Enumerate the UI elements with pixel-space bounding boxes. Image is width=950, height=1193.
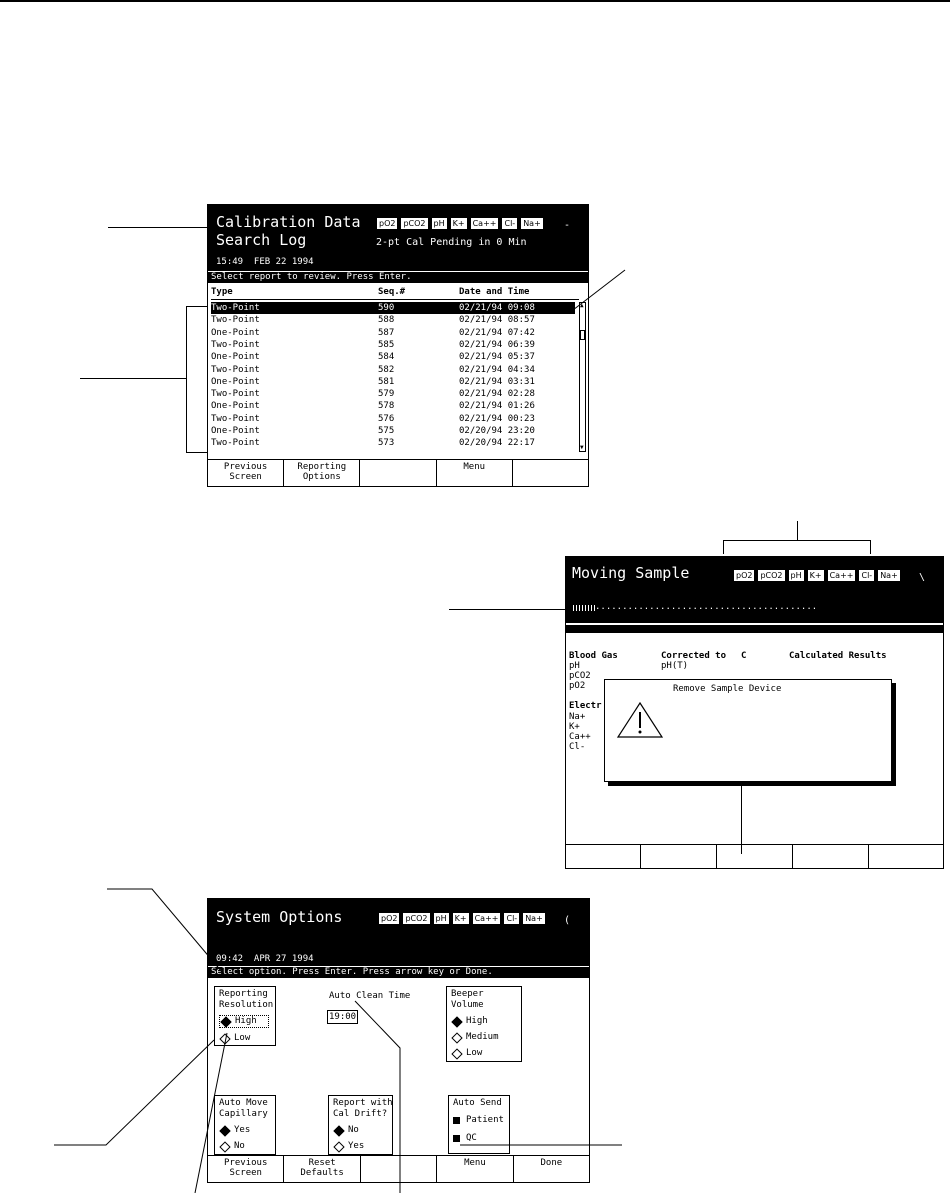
param-label: pCO2 [569,671,591,681]
prompt-line: Select option. Press Enter. Press arrow key or Done. [208,966,589,979]
function-key-1[interactable]: Previous Screen [208,460,284,486]
function-key-4[interactable] [793,845,869,869]
callout-bracket-right [870,540,871,554]
cell-seq: 590 [378,303,395,313]
function-keys [208,459,588,486]
analyte-indicators [376,217,544,230]
option-label: Patient [466,1115,504,1125]
cell-seq: 585 [378,339,395,350]
param-label: pO2 [569,681,586,691]
auto-send-title: Auto Send [453,1098,502,1108]
function-key-2[interactable]: Reset Defaults [284,1156,360,1182]
moving-sample-body [565,556,944,686]
scroll-up-icon[interactable]: ▲ [580,302,584,309]
analyte-chip: pO2 [378,912,400,925]
cell-type: One-Point [211,327,260,338]
cell-seq: 584 [378,352,395,363]
callout-selected-row [560,268,630,318]
prompt-line: Select report to review. Press Enter. [208,271,588,284]
analyte-chip: Na+ [522,912,546,925]
option-label: No [348,1125,359,1135]
cell-type: Two-Point [211,315,260,326]
function-key-4[interactable]: Menu [437,1156,513,1182]
function-key-2[interactable] [641,845,717,869]
callout-list [80,378,186,379]
table-row[interactable] [211,314,575,326]
cell-type: Two-Point [211,339,260,350]
function-key-4[interactable]: Menu [437,460,513,486]
option-label: No [234,1141,245,1151]
header-divider [211,299,579,300]
cell-datetime: 02/21/94 08:57 [459,315,535,326]
analyte-chip: K+ [450,217,468,230]
cell-seq: 588 [378,315,395,326]
cell-datetime: 02/20/94 22:17 [459,438,535,449]
analyte-chip: pCO2 [402,912,430,925]
param-label: Cl- [569,742,586,752]
calibration-search-log-screen [207,204,589,487]
table-row[interactable] [211,302,575,314]
cal-status: 2-pt Cal Pending in 0 Min [376,237,527,248]
function-key-5[interactable] [869,845,944,869]
moving-fkeys [565,844,944,869]
analyte-chip: K+ [452,912,470,925]
beeper-volume-title: Beeper Volume [451,989,484,1010]
report-drift-title: Report with Cal Drift? [333,1098,393,1119]
function-key-5[interactable]: Done [540,1158,563,1168]
cell-seq: 581 [378,376,395,387]
cell-type: One-Point [211,426,260,436]
function-key-3[interactable] [360,460,436,486]
reporting-resolution-title: Reporting Resolution [219,989,274,1010]
param-label: Ca++ [569,732,591,742]
analyte-chip: pH [431,217,448,230]
option-label: Low [466,1048,483,1058]
analyte-chip: pH [433,912,450,925]
param-label: pH [569,661,580,671]
blood-gas-label: Blood Gas [569,651,618,661]
callouts-system-options [0,880,950,1193]
corner-mark: \ [919,572,926,583]
cell-datetime: 02/21/94 04:34 [459,364,535,375]
option-label: High [466,1016,488,1026]
analyte-chip: Cl- [858,569,875,582]
auto-move-title: Auto Move Capillary [219,1098,268,1119]
callout-progress [449,609,567,610]
cell-type: Two-Point [211,389,260,400]
screen-title: Moving Sample [572,564,690,582]
function-key-1[interactable] [565,845,641,869]
scrollbar[interactable] [579,302,586,452]
analyte-chip: Cl- [501,217,518,230]
analyte-chip: Na+ [520,217,544,230]
corner-mark: - [564,220,571,231]
page-top-rule [0,0,950,2]
table-row[interactable] [211,388,575,400]
cell-type: One-Point [211,352,260,363]
auto-clean-title: Auto Clean Time [329,991,411,1001]
option-label: Low [234,1033,251,1043]
cell-seq: 579 [378,389,395,400]
corrected-label: Corrected to [661,651,727,661]
table-row[interactable] [211,413,575,425]
cell-type: Two-Point [211,303,260,313]
datetime: 09:42 APR 27 1994 [216,954,314,964]
cell-seq: 578 [378,401,395,412]
cell-datetime: 02/21/94 00:23 [459,413,535,424]
param-label: K+ [569,722,580,732]
analyte-chip: Cl- [503,912,520,925]
col-datetime: Date and Time [459,287,530,297]
table-row[interactable] [211,437,575,449]
cell-datetime: 02/21/94 07:42 [459,327,535,338]
function-key-1[interactable]: Previous Screen [208,1156,284,1182]
cell-type: Two-Point [211,438,260,449]
analyte-chip: pCO2 [400,217,428,230]
cell-seq: 576 [378,413,395,424]
cell-seq: 587 [378,327,395,338]
analyte-chip: pO2 [733,569,755,582]
cell-type: Two-Point [211,413,260,424]
table-row[interactable] [211,327,575,339]
list-bracket-top [186,306,208,307]
screen-title: System Options [216,908,343,926]
table-row[interactable] [211,376,575,388]
cell-datetime: 02/20/94 23:20 [459,426,535,436]
function-key-5[interactable] [513,460,588,486]
scroll-down-icon[interactable]: ▼ [580,444,584,451]
calculated-label: Calculated Results [789,651,887,661]
auto-clean-value[interactable]: 19:00 [329,1012,357,1022]
callout-bracket-vertical [797,521,798,540]
corrected-unit: C [741,651,747,661]
option-label: Yes [234,1125,251,1135]
electrolyte-label: Electr [569,701,602,711]
list-bracket-vertical [186,306,187,452]
function-key-3[interactable] [717,845,793,869]
analyte-chip: Ca++ [827,569,857,582]
analyte-chip: pH [788,569,805,582]
param-label: Na+ [569,712,586,722]
cell-seq: 575 [378,426,395,436]
table-header [211,286,575,298]
corner-mark: ( [564,915,571,926]
col-seq: Seq.# [378,287,406,297]
ph-t-label: pH(T) [661,661,689,671]
cell-type: One-Point [211,376,260,387]
option-label: Medium [466,1032,499,1042]
cell-seq: 573 [378,438,395,449]
table-row[interactable] [211,364,575,376]
scroll-thumb[interactable] [580,330,585,340]
col-type: Type [211,287,233,297]
analyte-chip: pCO2 [757,569,785,582]
cell-datetime: 02/21/94 09:08 [459,303,535,313]
analyte-chip: Na+ [877,569,901,582]
progress-dots: ......................................... [595,602,818,612]
cell-datetime: 02/21/94 06:39 [459,339,535,350]
analyte-chip: Ca++ [472,912,502,925]
cell-datetime: 02/21/94 03:31 [459,376,535,387]
table-row[interactable] [211,425,575,437]
warning-icon [615,700,665,740]
analyte-chip: pO2 [376,217,398,230]
cell-datetime: 02/21/94 05:37 [459,352,535,363]
option-label: Yes [348,1141,365,1151]
table-row[interactable] [211,351,575,363]
table-row[interactable] [211,339,575,351]
callout-bracket-left [723,540,724,554]
callout-title [108,227,210,228]
remove-sample-dialog [604,679,892,782]
cell-seq: 582 [378,364,395,375]
option-label: QC [466,1133,477,1143]
datetime: 15:49 FEB 22 1994 [216,257,314,267]
cell-datetime: 02/21/94 01:26 [459,401,535,412]
callout-dialog [741,786,742,854]
list-bracket-bottom [186,452,208,453]
analyte-chip: K+ [807,569,825,582]
table-row[interactable] [211,400,575,412]
cell-type: One-Point [211,401,260,412]
analyte-chip: Ca++ [470,217,500,230]
function-key-2[interactable]: Reporting Options [284,460,360,486]
option-label: High [235,1016,257,1026]
cell-type: Two-Point [211,364,260,375]
cell-datetime: 02/21/94 02:28 [459,389,535,400]
callout-bracket-top [723,540,871,541]
dialog-title: Remove Sample Device [673,684,782,694]
screen-title: Calibration Data Search Log [216,213,361,249]
